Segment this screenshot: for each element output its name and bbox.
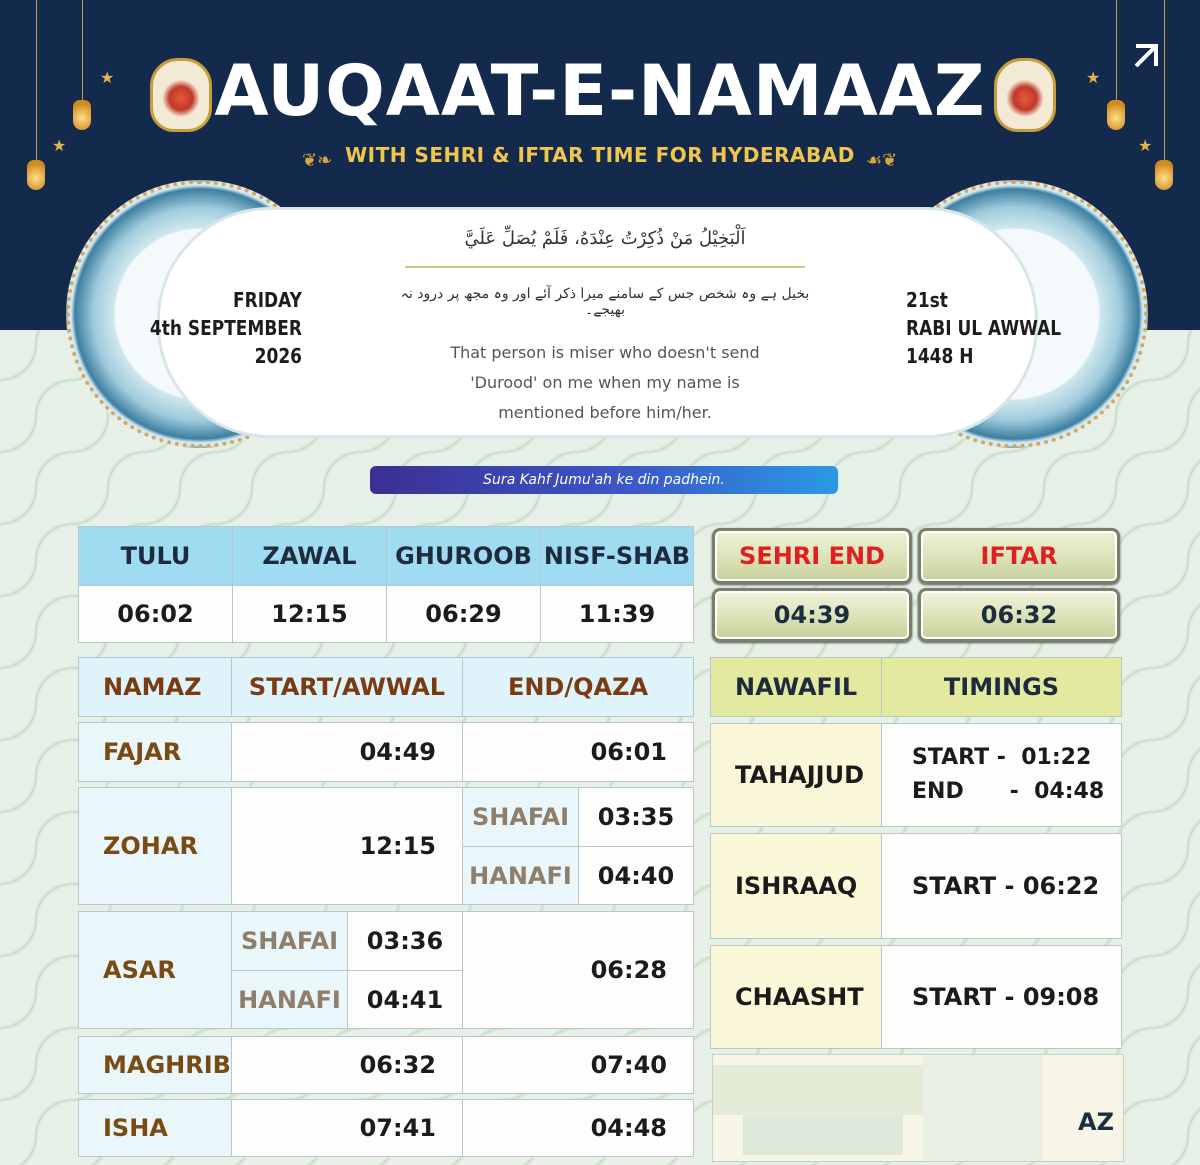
star-icon: ★ <box>100 68 115 87</box>
maghrib-end: 07:40 <box>462 1036 694 1094</box>
chaasht-start: START - 09:08 <box>881 945 1122 1049</box>
zawal-time: 12:15 <box>232 585 387 643</box>
asar-hanafi-start: 04:41 <box>347 970 463 1029</box>
weekday: FRIDAY <box>233 288 302 312</box>
hijri-day: 21st <box>906 288 948 312</box>
arabic-hadith: اَلْبَخِيْلُ مَنْ ذُكِرْتُ عِنْدَهُ، فَلَمْ يُصَلِّ عَلَيَّ <box>464 228 746 249</box>
hijri-year: 1448 H <box>906 344 974 368</box>
tahajjud-name: TAHAJJUD <box>710 723 882 827</box>
maghrib-name: MAGHRIB <box>78 1036 232 1094</box>
iftar-label: IFTAR <box>918 528 1120 584</box>
translation-line: 'Durood' on me when my name is <box>470 373 740 392</box>
zohar-start: 12:15 <box>231 787 463 905</box>
obscured-patch <box>743 1115 903 1155</box>
urdu-translation: بخیل ہے وہ شخص جس کے سامنے میرا ذکر آئے اور وہ مجھ پر درود نہ بھیجے۔ <box>400 286 810 318</box>
ghuroob-header: GHUROOB <box>386 526 541 586</box>
gregorian-date <box>141 286 303 370</box>
obscured-patch <box>713 1065 923 1115</box>
nisf-shab-header: NISF-SHAB <box>540 526 694 586</box>
zohar-name: ZOHAR <box>78 787 232 905</box>
day-month: 4th SEPTEMBER <box>149 316 302 340</box>
start-awwal-header: START/AWWAL <box>231 657 463 717</box>
isha-name: ISHA <box>78 1099 232 1157</box>
ghuroob-time: 06:29 <box>386 585 541 643</box>
arabesque-ornament-icon: ☙❦ <box>866 150 898 171</box>
sehri-end-label: SEHRI END <box>712 528 912 584</box>
translation-line: mentioned before him/her. <box>498 403 712 422</box>
maghrib-start: 06:32 <box>231 1036 463 1094</box>
arabesque-ornament-icon: ❦❧ <box>302 150 333 171</box>
english-translation <box>420 338 790 428</box>
timings-header: TIMINGS <box>881 657 1122 717</box>
tahajjud-end: END - 04:48 <box>912 779 1105 804</box>
partial-text: AZ <box>1078 1108 1114 1136</box>
page-title: AUQAAT-E-NAMAAZ <box>214 50 986 132</box>
hijri-month: RABI UL AWWAL <box>906 316 1062 340</box>
ishraaq-start: START - 06:22 <box>881 833 1122 939</box>
obscured-patch <box>923 1055 1043 1161</box>
ishraaq-name: ISHRAAQ <box>710 833 882 939</box>
obscured-row <box>712 1054 1124 1162</box>
year: 2026 <box>254 344 302 368</box>
asar-shafai-label: SHAFAI <box>231 911 348 971</box>
asar-shafai-start: 03:36 <box>347 911 463 971</box>
translation-line: That person is miser who doesn't send <box>450 343 760 362</box>
zohar-hanafi-label: HANAFI <box>462 846 579 905</box>
asar-name: ASAR <box>78 911 232 1029</box>
tulu-header: TULU <box>78 526 233 586</box>
divider <box>405 266 805 268</box>
zohar-hanafi-end: 04:40 <box>578 846 694 905</box>
asar-end: 06:28 <box>462 911 694 1029</box>
fajar-name: FAJAR <box>78 722 232 782</box>
star-icon: ★ <box>1138 136 1153 155</box>
tahajjud-timings <box>881 723 1122 827</box>
fajar-end: 06:01 <box>462 722 694 782</box>
tulu-time: 06:02 <box>78 585 233 643</box>
nisf-shab-time: 11:39 <box>540 585 694 643</box>
iftar-time: 06:32 <box>918 588 1120 642</box>
zohar-shafai-label: SHAFAI <box>462 787 579 847</box>
isha-end: 04:48 <box>462 1099 694 1157</box>
nawafil-header: NAWAFIL <box>710 657 882 717</box>
end-qaza-header: END/QAZA <box>462 657 694 717</box>
fajar-start: 04:49 <box>231 722 463 782</box>
star-icon: ★ <box>1086 68 1101 87</box>
chaasht-name: CHAASHT <box>710 945 882 1049</box>
zawal-header: ZAWAL <box>232 526 387 586</box>
page-subtitle: WITH SEHRI & IFTAR TIME FOR HYDERABAD <box>345 143 855 167</box>
tahajjud-start: START - 01:22 <box>912 745 1092 770</box>
reminder-note: Sura Kahf Jumu'ah ke din padhein. <box>370 466 838 494</box>
isha-start: 07:41 <box>231 1099 463 1157</box>
zohar-shafai-end: 03:35 <box>578 787 694 847</box>
sehri-end-time: 04:39 <box>712 588 912 642</box>
asar-hanafi-label: HANAFI <box>231 970 348 1029</box>
star-icon: ★ <box>52 136 67 155</box>
hijri-date <box>906 286 1093 370</box>
namaz-header: NAMAZ <box>78 657 232 717</box>
